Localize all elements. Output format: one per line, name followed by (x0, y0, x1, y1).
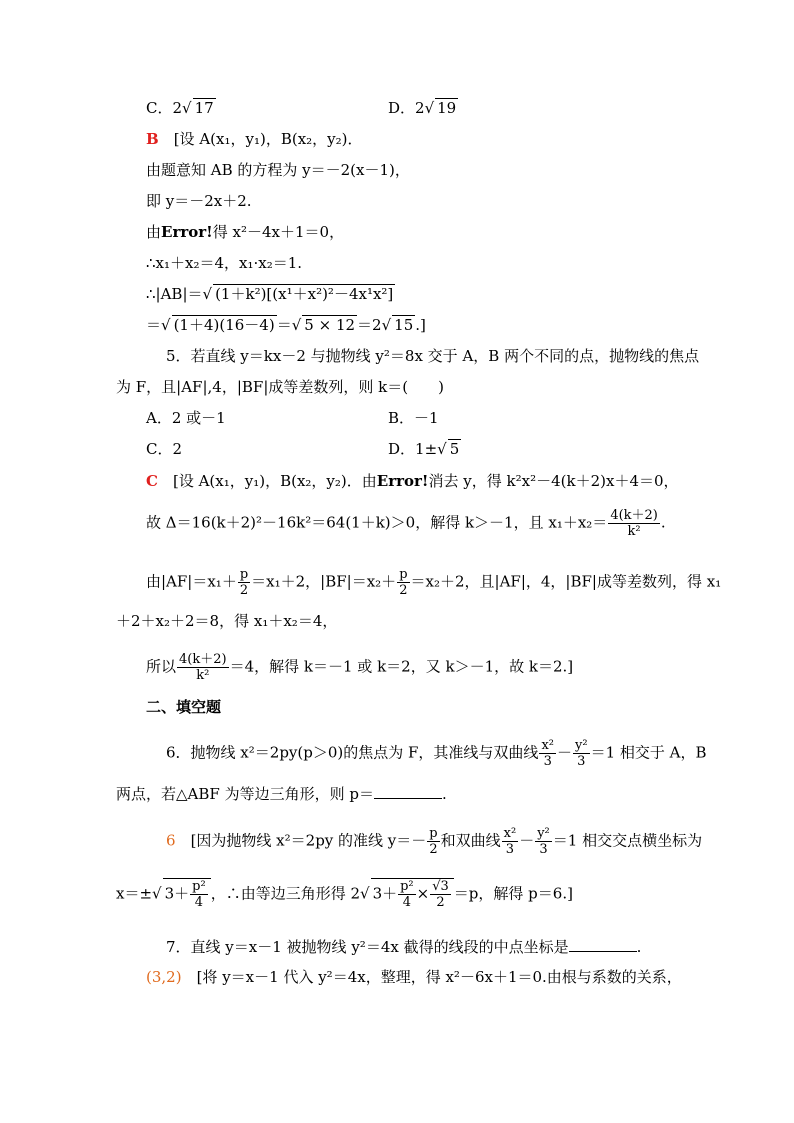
sol4-answer: B (146, 130, 159, 148)
fraction: $\frac{\text{y²}}{3}$ (537, 826, 550, 857)
sol4-line5: ∴x₁＋x₂＝4，x₁·x₂＝1. (146, 254, 303, 272)
fraction: $\frac{p}{2}$ (239, 567, 249, 598)
q5-option-a: A．2 或－1 (146, 409, 226, 427)
fraction: $\frac{\text{p²}}{4}$ (192, 879, 206, 910)
sol6-answer: 6 (166, 831, 176, 850)
sol7-line1: (3,2) [将 y＝x－1 代入 y²＝4x，整理，得 x²－6x＋1＝0.由根与系数的关系， (146, 968, 682, 986)
section-heading: 二、填空题 (146, 698, 222, 716)
sol4-line3: 即 y＝－2x＋2. (146, 192, 252, 210)
q6-line2: 两点，若△ABF 为等边三角形，则 p＝ . (116, 785, 447, 803)
fraction: $\frac{p}{2}$ (429, 826, 438, 857)
fraction: $\frac{\text{p²}}{4}$ (400, 879, 414, 910)
sol5-line1: C [设 A(x₁，y₁)，B(x₂，y₂)．由Error!消去 y，得 k²x²－4(k＋2)x＋4＝0， (146, 472, 679, 490)
sol4-line1: B [设 A(x₁，y₁)，B(x₂，y₂)． (146, 130, 363, 148)
fraction: $\frac{\text{x²}}{3}$ (541, 738, 554, 769)
fraction: $\frac{p}{2}$ (399, 567, 408, 598)
q5-option-d: D．1±√ 5 (388, 440, 460, 458)
sol4-line2: 由题意知 AB 的方程为 y＝－2(x－1)， (146, 161, 410, 179)
answer-blank (374, 798, 442, 799)
q5-option-b: B．－1 (388, 409, 439, 427)
fraction: $\frac{\text{y²}}{3}$ (575, 738, 588, 769)
sol4-line7: ＝√ (1＋4)(16－4) ＝√ 5 × 12 ＝2√ 15 .] (146, 316, 426, 334)
q7-line1: 7．直线 y＝x－1 被抛物线 y²＝4x 截得的线段的中点坐标是 . (166, 938, 642, 956)
sol5-line2: 故 Δ＝16(k＋2)²－16k²＝64(1＋k)＞0，解得 k＞－1，且 x₁＋x₂＝ $\frac{4(k+2)}{\text{k²}}$ . (146, 508, 666, 539)
q4-option-c-radical: 17 (194, 99, 214, 117)
fraction: $\frac{\text{x²}}{3}$ (503, 826, 517, 857)
sol4-line4: 由Error!得 x²－4x＋1＝0， (146, 223, 345, 241)
sol5-answer: C (146, 472, 158, 490)
fraction: $\frac{√3}{2}$ (432, 879, 449, 910)
q5-line2: 为 F，且|AF|,4，|BF|成等差数列，则 k＝( ) (116, 378, 444, 396)
sol4-line6: ∴|AB|＝√ (1＋k²)[(x¹＋x²)²－4x¹x²] (146, 285, 394, 303)
q5-option-c: C．2 (146, 440, 183, 458)
q4-option-c: C．2√ 17 (146, 99, 214, 117)
sol6-line2: x＝±√ 3＋ $\frac{\text{p²}}{4}$ ，∴由等边三角形得 2√ 3＋ $\frac{\text{p²}}{4}$ × $\frac{√3}{2}$ ＝p，解得 p＝6.] (116, 879, 573, 910)
sol5-line4: ＋2＋x₂＋2＝8，得 x₁＋x₂＝4， (116, 612, 338, 630)
fraction: $\frac{4(k+2)}{\text{k²}}$ (610, 508, 658, 539)
error-text: Error! (161, 223, 213, 241)
sol5-line5: 所以 $\frac{4(k+2)}{\text{k²}}$ ＝4，解得 k＝－1 或 k＝2，又 k＞－1，故 k＝2.] (146, 652, 574, 683)
error-text: Error! (376, 472, 429, 490)
sol6-line1: 6 [因为抛物线 x²＝2py 的准线 y＝－ $\frac{p}{2}$ 和双曲线 $\frac{\text{x²}}{3}$ － $\frac{\text{y²}}{3}$ ＝1 相交交点横坐标为 (166, 826, 703, 857)
q4-option-d-radical: 19 (437, 99, 457, 117)
answer-blank (569, 951, 637, 952)
sol7-answer: (3,2) (146, 968, 182, 986)
q5-line1: 5．若直线 y＝kx－2 与抛物线 y²＝8x 交于 A，B 两个不同的点，抛物线的焦点 (166, 347, 700, 365)
q4-option-d: D．2√ 19 (388, 99, 457, 117)
fraction: $\frac{4(k+2)}{\text{k²}}$ (179, 652, 227, 683)
q6-line1: 6．抛物线 x²＝2py(p＞0)的焦点为 F，其准线与双曲线 $\frac{\text{x²}}{3}$ － $\frac{\text{y²}}{3}$ ＝1 相交于 A，B (166, 738, 707, 769)
sol5-line3: 由|AF|＝x₁＋ $\frac{p}{2}$ ＝x₁＋2，|BF|＝x₂＋ $\frac{p}{2}$ ＝x₂＋2，且|AF|，4，|BF|成等差数列，得 x₁ (146, 567, 722, 598)
